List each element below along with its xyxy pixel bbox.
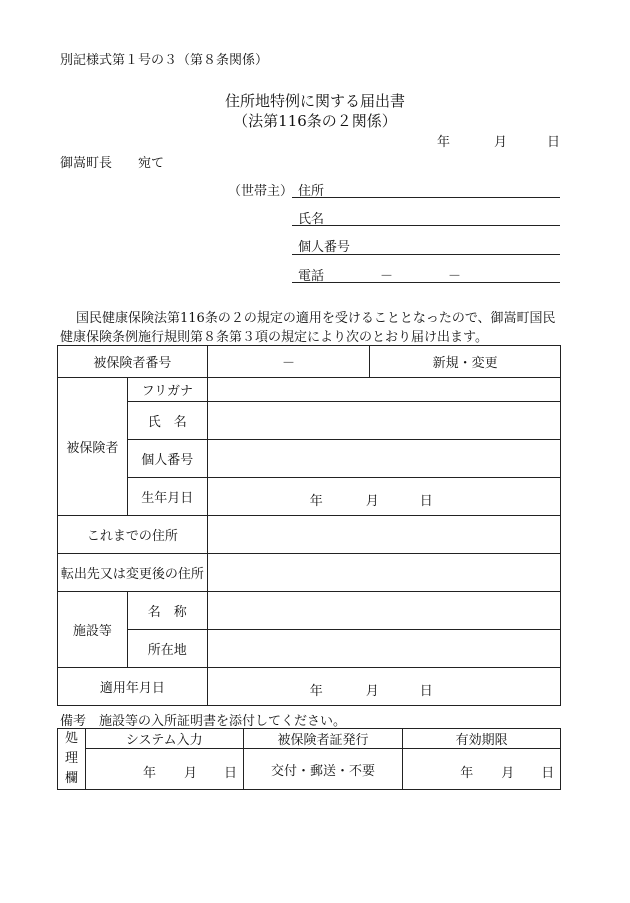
head-label: （世帯主） <box>228 184 294 199</box>
new-address-label: 転出先又は変更後の住所 <box>58 554 208 592</box>
facility-location-label: 所在地 <box>127 630 207 668</box>
document-title: 住所地特例に関する届出書 <box>224 92 405 110</box>
address-label: 住所 <box>298 184 325 199</box>
prev-address-label: これまでの住所 <box>58 516 208 554</box>
card-issue-header: 被保険者証発行 <box>243 729 403 749</box>
facility-label: 施設等 <box>58 592 128 668</box>
sys-year-label: 年 <box>142 766 156 782</box>
body-text-line-2: 健康保険条例施行規則第８条第３項の規定により次のとおり届け出ます。 <box>60 330 488 345</box>
apply-year-label: 年 <box>309 683 323 699</box>
system-input-date[interactable] <box>85 749 243 790</box>
body-text-line-1: 国民健康保険法第116条の２の規定の適用を受けることとなったので、御嵩町国民 <box>76 311 556 326</box>
prev-address-field[interactable] <box>207 516 560 554</box>
document-subtitle: （法第116条の２関係） <box>233 112 397 130</box>
insured-id-label: 個人番号 <box>127 440 207 478</box>
date-year-label: 年 <box>437 135 451 150</box>
system-input-header: システム入力 <box>85 729 243 749</box>
birth-year-label: 年 <box>309 493 323 509</box>
recipient: 御嵩町長 宛て <box>60 156 165 171</box>
apply-date-field[interactable] <box>207 668 560 706</box>
sys-month-label: 月 <box>183 766 197 782</box>
card-issue-method[interactable]: 交付・郵送・不要 <box>243 749 403 790</box>
valid-year-label: 年 <box>460 766 474 782</box>
name-label: 氏名 <box>298 212 325 227</box>
insured-number-field[interactable]: － <box>207 346 370 378</box>
form-label: 別記様式第１号の３（第８条関係） <box>60 53 269 68</box>
facility-name-label: 名 称 <box>127 592 207 630</box>
new-address-field[interactable] <box>207 554 560 592</box>
valid-day-label: 日 <box>541 766 555 782</box>
address-line[interactable] <box>292 197 560 198</box>
name-line[interactable] <box>292 225 560 226</box>
processing-side-char-2: 理 <box>64 751 78 766</box>
phone-label: 電話 <box>298 269 325 284</box>
phone-dash-2: － <box>448 269 462 284</box>
apply-day-label: 日 <box>419 683 433 699</box>
phone-dash-1: － <box>380 269 394 284</box>
facility-name-field[interactable] <box>207 592 560 630</box>
furigana-field[interactable] <box>207 378 560 402</box>
insured-name-label: 氏 名 <box>127 402 207 440</box>
id-number-line[interactable] <box>292 254 560 255</box>
birthdate-label: 生年月日 <box>127 478 207 516</box>
apply-date-label: 適用年月日 <box>58 668 208 706</box>
date-month-label: 月 <box>494 135 508 150</box>
validity-date[interactable] <box>403 749 561 790</box>
insured-id-field[interactable] <box>207 440 560 478</box>
processing-side-label <box>58 729 86 790</box>
id-number-label: 個人番号 <box>298 240 351 255</box>
main-form-table <box>57 345 561 706</box>
insured-name-field[interactable] <box>207 402 560 440</box>
note: 備考 施設等の入所証明書を添付してください。 <box>60 714 347 729</box>
furigana-label: フリガナ <box>127 378 207 402</box>
processing-side-char-3: 欄 <box>64 771 78 786</box>
facility-location-field[interactable] <box>207 630 560 668</box>
valid-month-label: 月 <box>501 766 515 782</box>
insured-number-label: 被保険者番号 <box>58 346 208 378</box>
processing-side-char-1: 処 <box>64 731 78 746</box>
birth-month-label: 月 <box>365 493 379 509</box>
validity-header: 有効期限 <box>403 729 561 749</box>
apply-month-label: 月 <box>365 683 379 699</box>
birth-day-label: 日 <box>419 493 433 509</box>
processing-table <box>57 728 561 790</box>
phone-line[interactable] <box>292 282 560 283</box>
birthdate-field[interactable] <box>207 478 560 516</box>
insured-label: 被保険者 <box>58 378 128 516</box>
date-day-label: 日 <box>547 135 561 150</box>
new-change-select[interactable]: 新規・変更 <box>370 346 561 378</box>
sys-day-label: 日 <box>223 766 237 782</box>
